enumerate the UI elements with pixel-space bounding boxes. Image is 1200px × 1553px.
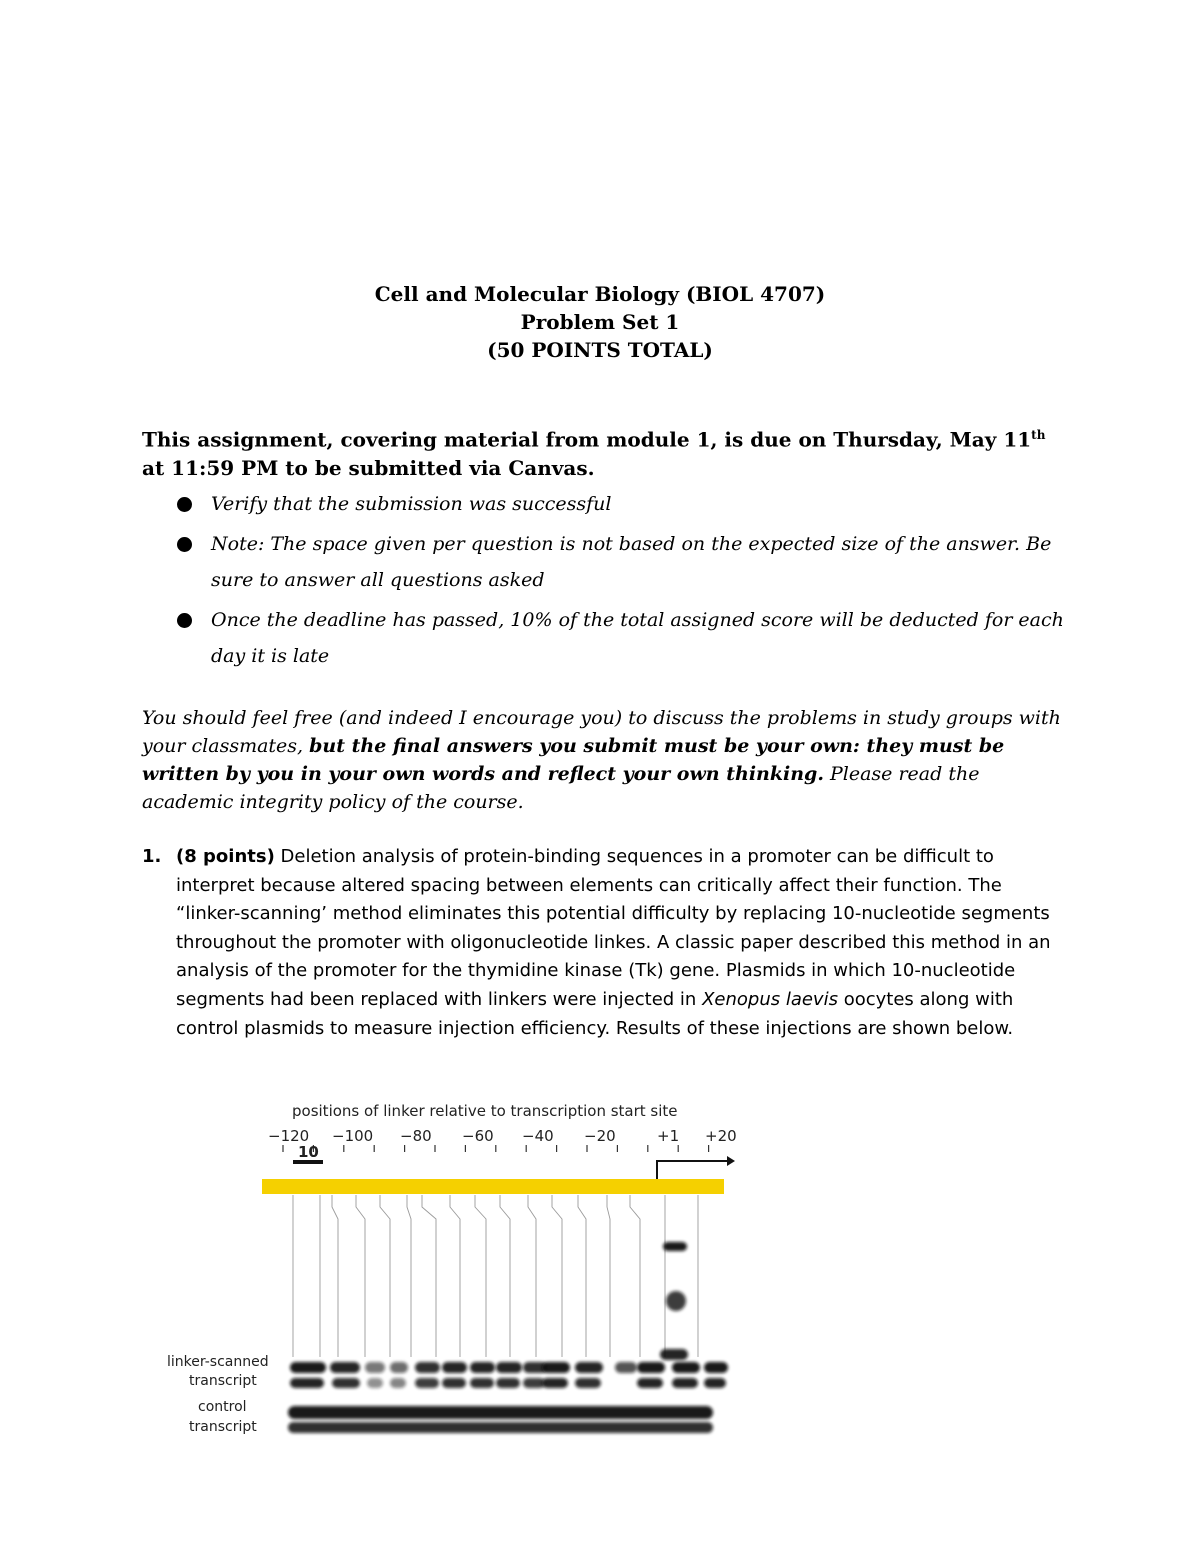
- bullet-text: Verify that the submission was successful: [211, 493, 612, 515]
- linker-band: [575, 1362, 603, 1373]
- lane-line: [332, 1195, 338, 1357]
- tick-label: −80: [400, 1127, 432, 1145]
- intro-text-end: at 11:59 PM to be submitted via Canvas.: [142, 455, 595, 480]
- due-date-statement: [142, 421, 1062, 482]
- question-text: Deletion analysis of protein-binding sequences in a promoter can be difficult to interpret because altered spacing between elements can critically affect their function. The “linker-scanning’ method eliminates this potential difficulty by replacing 10-nucleotide segments throughout the promoter with oligonucleotide linkes. A classic paper described this method in an analysis of the promoter for the thymidine kinase (Tk) gene. Plasmids in which 10-nucleotide segments had been replaced with linkers were injected in: [176, 846, 1051, 1010]
- tick-label: −120: [268, 1127, 310, 1145]
- lane-line: [528, 1195, 536, 1357]
- scale-label: 10: [298, 1143, 319, 1161]
- bullet-text: Note: The space given per question is not based on the expected size of the answer. Be sure to answer all questions asked: [211, 533, 1052, 591]
- tick-label: −100: [332, 1127, 374, 1145]
- tick-label: −60: [462, 1127, 494, 1145]
- instruction-list: [175, 486, 1065, 678]
- list-item: [175, 602, 1065, 674]
- control-label-line1: control: [198, 1399, 247, 1415]
- linker-band: [496, 1362, 522, 1373]
- axis-title: positions of linker relative to transcription start site: [292, 1102, 678, 1120]
- linker-band: [415, 1378, 439, 1388]
- tick-label: +20: [705, 1127, 737, 1145]
- policy-text: You should feel free (and indeed I encourage you) to discuss the problems in study groups with your classmates,: [142, 707, 1061, 757]
- linker-band: [542, 1362, 570, 1373]
- linker-band: [470, 1378, 494, 1388]
- linker-band: [672, 1362, 700, 1373]
- question-text-end: oocytes along with control plasmids to measure injection efficiency. Results of these injections are shown below.: [176, 988, 1014, 1039]
- bullet-icon: [177, 613, 192, 628]
- lane-line: [450, 1195, 460, 1357]
- start-site-band: [660, 1349, 688, 1360]
- list-item: [175, 526, 1065, 598]
- linker-band: [332, 1378, 360, 1388]
- linker-band: [390, 1362, 408, 1373]
- policy-bold-text: but the final answers you submit must be your own: they must be written by you in your own words and reflect your own thinking.: [142, 735, 1005, 785]
- linker-band: [470, 1362, 495, 1373]
- linker-band: [637, 1362, 665, 1373]
- lane-line: [552, 1195, 562, 1357]
- linker-band: [615, 1362, 637, 1373]
- promoter-bar: [262, 1179, 724, 1194]
- linker-band: [290, 1362, 326, 1373]
- gel-figure: [160, 1095, 750, 1445]
- linker-band: [542, 1378, 568, 1388]
- linker-band: [330, 1362, 360, 1373]
- linker-band: [290, 1378, 324, 1388]
- question-body: [176, 843, 1062, 1043]
- species-name: Xenopus laevis: [702, 988, 838, 1010]
- start-site-band: [663, 1242, 687, 1251]
- intro-text: This assignment, covering material from module 1, is due on Thursday, May 11: [142, 427, 1032, 452]
- lane-line: [578, 1195, 586, 1357]
- linker-band: [637, 1378, 663, 1388]
- linker-band: [367, 1378, 383, 1388]
- course-title: Cell and Molecular Biology (BIOL 4707): [374, 282, 826, 306]
- control-band: [288, 1406, 713, 1419]
- bullet-icon: [177, 497, 192, 512]
- intro-superscript: th: [1031, 428, 1046, 442]
- linker-band: [672, 1378, 698, 1388]
- lane-line: [500, 1195, 510, 1357]
- linker-band: [496, 1378, 520, 1388]
- linker-label-line1: linker-scanned: [167, 1354, 269, 1370]
- policy-text-end: Please read the academic integrity policy of the course.: [142, 763, 980, 813]
- problem-set-title: Problem Set 1: [520, 310, 680, 334]
- lane-line: [422, 1195, 436, 1357]
- start-site-band: [666, 1291, 686, 1311]
- list-item: [175, 486, 1065, 522]
- bullet-icon: [177, 537, 192, 552]
- lane-line: [380, 1195, 390, 1357]
- linker-band: [704, 1362, 728, 1373]
- collaboration-policy: [142, 704, 1062, 816]
- gel-figure-svg: [160, 1095, 750, 1445]
- lane-line: [630, 1195, 640, 1357]
- lane-line: [475, 1195, 486, 1357]
- question-points: (8 points): [176, 846, 275, 867]
- bullet-text: Once the deadline has passed, 10% of the total assigned score will be deducted for each day it is late: [211, 609, 1064, 667]
- question-number: 1.: [142, 846, 162, 867]
- linker-band: [575, 1378, 601, 1388]
- linker-band: [523, 1378, 545, 1388]
- control-label-line2: transcript: [189, 1419, 257, 1435]
- linker-band: [442, 1362, 467, 1373]
- transcription-start-arrow: [657, 1161, 727, 1180]
- linker-band: [442, 1378, 466, 1388]
- tick-label: +1: [657, 1127, 680, 1145]
- control-band: [288, 1422, 713, 1433]
- arrow-head-icon: [727, 1156, 735, 1166]
- lane-line: [356, 1195, 365, 1357]
- lane-line: [607, 1195, 610, 1357]
- linker-band: [704, 1378, 726, 1388]
- points-total: (50 POINTS TOTAL): [487, 338, 713, 362]
- linker-band: [415, 1362, 440, 1373]
- linker-band: [365, 1362, 385, 1373]
- linker-label-line2: transcript: [189, 1373, 257, 1389]
- tick-label: −20: [584, 1127, 616, 1145]
- title-block: [0, 280, 1200, 364]
- linker-band: [390, 1378, 406, 1388]
- lane-line: [407, 1195, 411, 1357]
- question-1: [142, 843, 1062, 1043]
- tick-label: −40: [522, 1127, 554, 1145]
